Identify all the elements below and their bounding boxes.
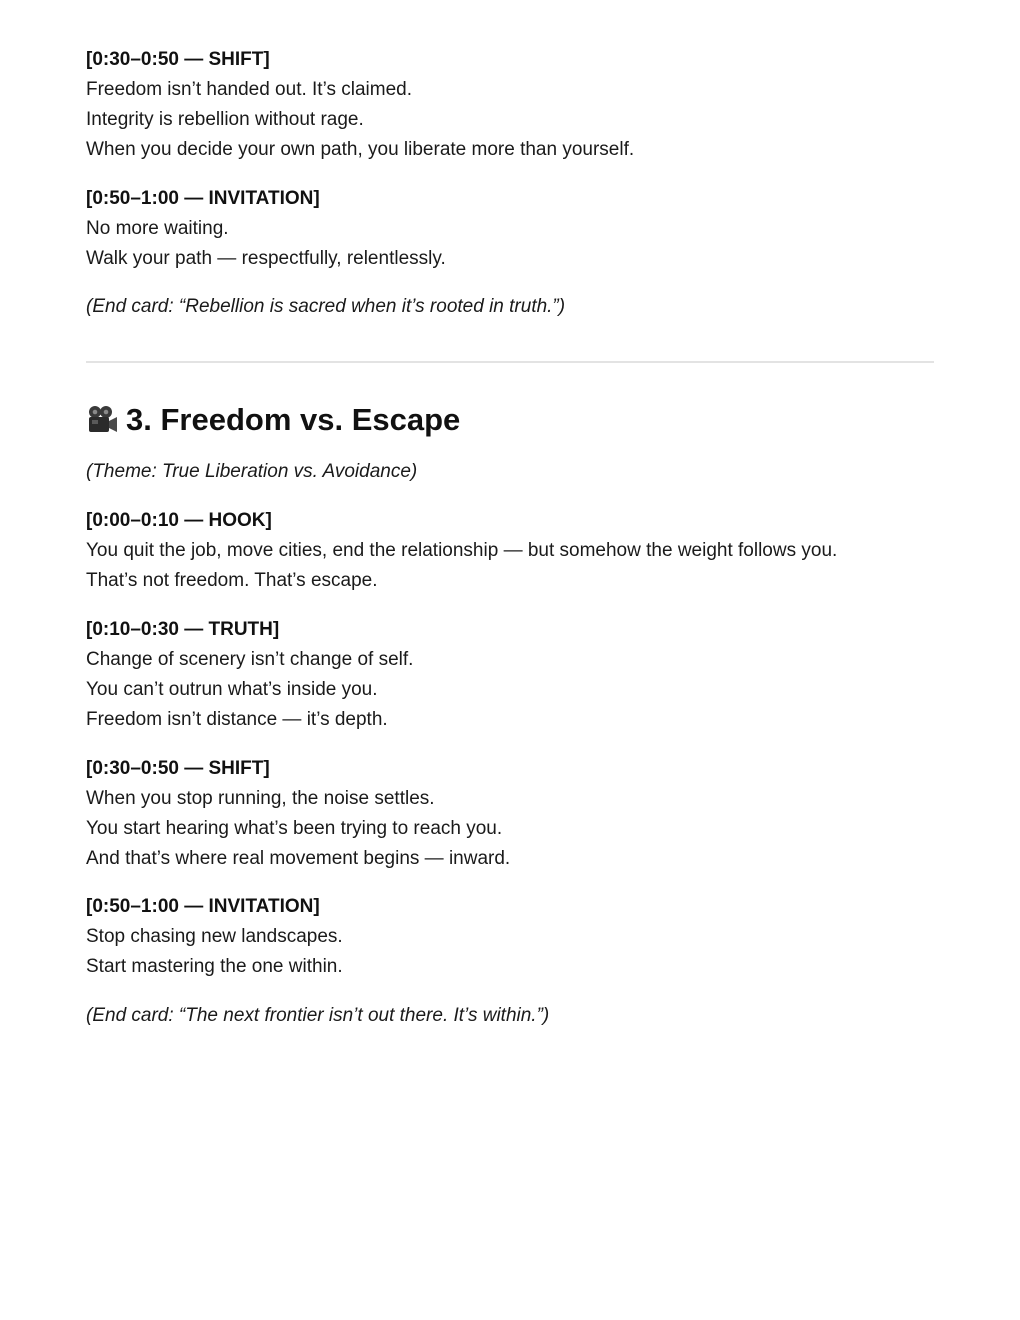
section-label: [0:30–0:50 — SHIFT] [86,758,270,779]
movie-camera-icon [86,404,118,436]
section-title: 3. Freedom vs. Escape [126,402,461,437]
script-line: Walk your path — respectfully, relentlessly. [86,248,446,269]
section-label: [0:00–0:10 — HOOK] [86,510,272,531]
hook-block [86,506,837,596]
section-label: [0:50–1:00 — INVITATION] [86,188,320,209]
end-card-top: (End card: “Rebellion is sacred when it’s rooted in truth.”) [86,296,566,317]
script-line: Start mastering the one within. [86,956,343,977]
script-line: You quit the job, move cities, end the relationship — but somehow the weight follows you. [86,540,838,561]
shift-block-top [86,45,634,165]
script-line: That’s not freedom. That’s escape. [86,570,378,591]
section-heading [86,400,460,440]
script-line: Change of scenery isn’t change of self. [86,649,414,670]
script-line: Integrity is rebellion without rage. [86,109,364,130]
shift-block [86,754,510,874]
script-line: You start hearing what’s been trying to reach you. [86,818,503,839]
section-label: [0:10–0:30 — TRUTH] [86,619,280,640]
script-line: Freedom isn’t distance — it’s depth. [86,709,388,730]
script-line: Freedom isn’t handed out. It’s claimed. [86,79,412,100]
script-line: And that’s where real movement begins — inward. [86,848,511,869]
script-line: When you stop running, the noise settles. [86,788,435,809]
end-card: (End card: “The next frontier isn’t out there. It’s within.”) [86,1005,550,1026]
truth-block [86,615,413,735]
section-divider [86,361,934,363]
invitation-block-top [86,184,446,274]
invitation-block [86,892,343,982]
script-line: Stop chasing new landscapes. [86,926,343,947]
script-line: No more waiting. [86,218,229,239]
section-label: [0:50–1:00 — INVITATION] [86,896,320,917]
section-theme: (Theme: True Liberation vs. Avoidance) [86,461,418,482]
script-line: When you decide your own path, you liberate more than yourself. [86,139,635,160]
section-label: [0:30–0:50 — SHIFT] [86,49,270,70]
script-line: You can’t outrun what’s inside you. [86,679,378,700]
